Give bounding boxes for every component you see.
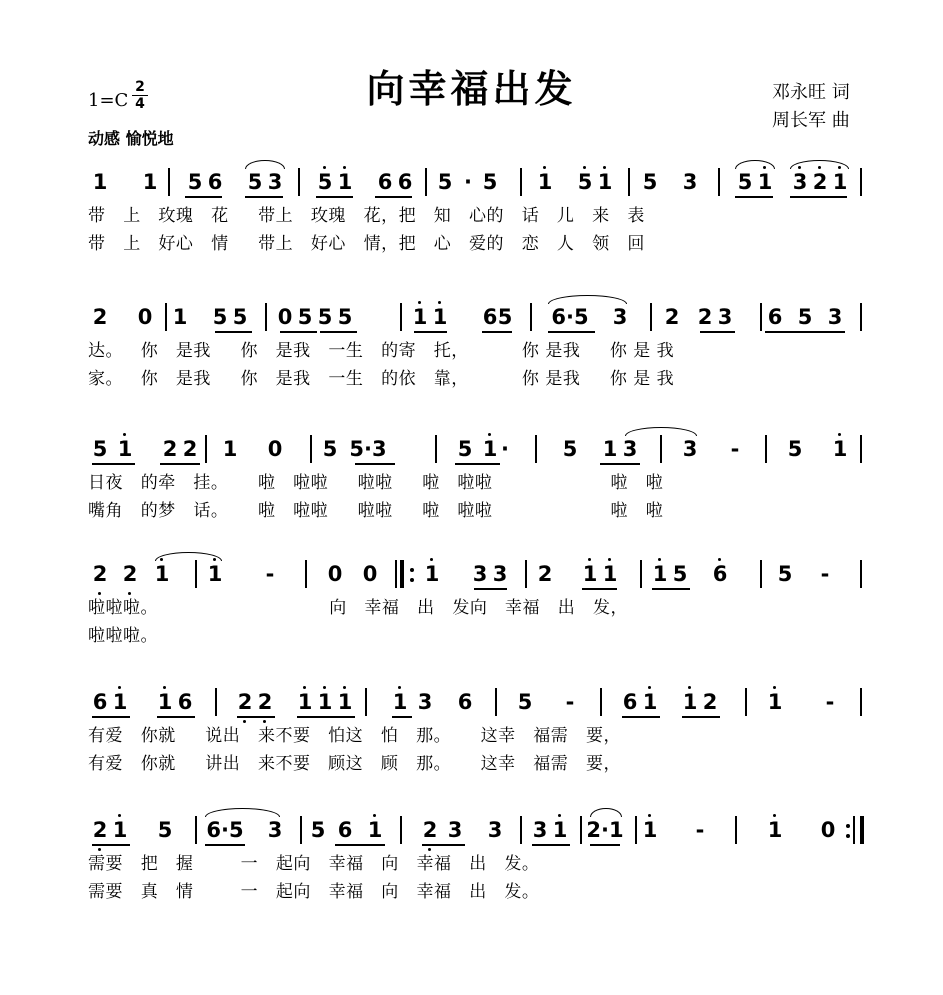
slur bbox=[625, 427, 697, 436]
barline bbox=[195, 816, 197, 844]
repeat-dot bbox=[410, 568, 414, 572]
jianpu-note: 1 bbox=[112, 818, 128, 842]
jianpu-note: 1 bbox=[652, 562, 668, 586]
jianpu-note: · bbox=[464, 170, 472, 194]
jianpu-note: 5 bbox=[777, 562, 793, 586]
barline bbox=[580, 816, 582, 844]
eighth-underline bbox=[790, 196, 847, 198]
eighth-underline bbox=[375, 196, 412, 198]
jianpu-note: 0 bbox=[820, 818, 836, 842]
jianpu-note: 1 bbox=[642, 818, 658, 842]
jianpu-note: 6 bbox=[622, 690, 638, 714]
eighth-underline bbox=[548, 331, 595, 333]
lyricist-credit: 邓永旺 词 bbox=[772, 82, 850, 103]
jianpu-note: - bbox=[565, 690, 575, 714]
octave-dot-high bbox=[418, 301, 421, 304]
eighth-underline bbox=[414, 331, 447, 333]
eighth-underline bbox=[92, 716, 130, 718]
repeat-start-barline bbox=[400, 560, 404, 588]
lyric-verse-1: 日夜 的牵 挂。 啦 啦啦 啦啦 啦 啦啦 啦 啦 bbox=[88, 473, 664, 493]
jianpu-note: 5 bbox=[247, 170, 263, 194]
octave-dot-high bbox=[718, 558, 721, 561]
octave-dot-high bbox=[558, 814, 561, 817]
jianpu-note: - bbox=[695, 818, 705, 842]
eighth-underline bbox=[185, 196, 222, 198]
barline bbox=[165, 303, 167, 331]
slur bbox=[790, 160, 849, 169]
jianpu-note: 2 bbox=[237, 690, 253, 714]
jianpu-note: 0 bbox=[362, 562, 378, 586]
jianpu-note: 1 bbox=[337, 170, 353, 194]
jianpu-note: 1 bbox=[367, 818, 383, 842]
jianpu-note: 3 bbox=[472, 562, 488, 586]
jianpu-note: 2 bbox=[697, 305, 713, 329]
jianpu-note: 2 bbox=[162, 437, 178, 461]
lyric-verse-2: 啦啦啦。 bbox=[88, 626, 158, 646]
octave-dot-high bbox=[648, 686, 651, 689]
jianpu-note: 5 bbox=[517, 690, 533, 714]
jianpu-note: 1 bbox=[642, 690, 658, 714]
score-system bbox=[0, 170, 943, 290]
jianpu-note: 2 bbox=[92, 562, 108, 586]
slur bbox=[548, 295, 627, 304]
eighth-underline bbox=[682, 716, 720, 718]
barline bbox=[860, 816, 864, 844]
lyric-verse-1: 需要 把 握 一 起向 幸福 向 幸福 出 发。 bbox=[88, 854, 540, 874]
jianpu-note: 1 bbox=[92, 170, 108, 194]
jianpu-note: 2 bbox=[812, 170, 828, 194]
jianpu-note: 5 bbox=[212, 305, 228, 329]
octave-dot-high bbox=[323, 166, 326, 169]
barline bbox=[765, 435, 767, 463]
jianpu-note: 1 bbox=[832, 437, 848, 461]
meter-bottom: 4 bbox=[135, 96, 145, 112]
barline bbox=[215, 688, 217, 716]
jianpu-note: 3 bbox=[792, 170, 808, 194]
jianpu-note: 5 bbox=[322, 437, 338, 461]
octave-dot-high bbox=[430, 558, 433, 561]
jianpu-note: 3 bbox=[487, 818, 503, 842]
barline bbox=[860, 303, 862, 331]
lyric-verse-2: 有爱 你就 讲出 来不要 顾这 顾 那。 这幸 福需 要， bbox=[88, 754, 622, 774]
barline bbox=[860, 688, 862, 716]
jianpu-note: · bbox=[501, 437, 509, 461]
jianpu-note: 1 bbox=[552, 818, 568, 842]
jianpu-note: 0 bbox=[277, 305, 293, 329]
jianpu-note: 6·5 bbox=[206, 818, 244, 842]
jianpu-note: 1 bbox=[297, 690, 313, 714]
jianpu-note: 0 bbox=[267, 437, 283, 461]
jianpu-note: 1 bbox=[172, 305, 188, 329]
octave-dot-high bbox=[773, 686, 776, 689]
jianpu-note: 2 bbox=[257, 690, 273, 714]
octave-dot-high bbox=[773, 814, 776, 817]
jianpu-note: 1 bbox=[682, 690, 698, 714]
octave-dot-high bbox=[323, 686, 326, 689]
jianpu-note: 6 bbox=[207, 170, 223, 194]
jianpu-note: - bbox=[730, 437, 740, 461]
jianpu-note: 3 bbox=[682, 170, 698, 194]
eighth-underline bbox=[532, 844, 570, 846]
meter-top: 2 bbox=[135, 79, 145, 95]
eighth-underline bbox=[600, 463, 640, 465]
jianpu-note: 5 bbox=[787, 437, 803, 461]
jianpu-note: 2 bbox=[182, 437, 198, 461]
jianpu-note: 1 bbox=[432, 305, 448, 329]
eighth-underline bbox=[355, 463, 395, 465]
octave-dot-high bbox=[438, 301, 441, 304]
jianpu-note: 5 bbox=[317, 170, 333, 194]
octave-dot-low bbox=[98, 848, 101, 851]
jianpu-note: - bbox=[825, 690, 835, 714]
barline bbox=[265, 303, 267, 331]
eighth-underline bbox=[335, 844, 385, 846]
jianpu-note: 1 bbox=[537, 170, 553, 194]
jianpu-note: 2 bbox=[422, 818, 438, 842]
jianpu-note: 6 bbox=[397, 170, 413, 194]
octave-dot-high bbox=[398, 686, 401, 689]
octave-dot-high bbox=[373, 814, 376, 817]
jianpu-note: 1 bbox=[112, 690, 128, 714]
repeat-end-barline bbox=[853, 816, 855, 844]
eighth-underline bbox=[237, 716, 275, 718]
barline bbox=[300, 816, 302, 844]
eighth-underline bbox=[700, 331, 735, 333]
eighth-underline bbox=[455, 463, 500, 465]
jianpu-note: 5 bbox=[187, 170, 203, 194]
jianpu-note: 1 bbox=[157, 690, 173, 714]
eighth-underline bbox=[422, 844, 465, 846]
octave-dot-high bbox=[603, 166, 606, 169]
jianpu-note: 5 bbox=[297, 305, 313, 329]
barline bbox=[305, 560, 307, 588]
jianpu-note: 5 bbox=[577, 170, 593, 194]
octave-dot-low bbox=[428, 848, 431, 851]
jianpu-note: 2·1 bbox=[586, 818, 624, 842]
barline bbox=[860, 168, 862, 196]
eighth-underline bbox=[297, 716, 355, 718]
jianpu-note: 3 bbox=[717, 305, 733, 329]
barline bbox=[520, 168, 522, 196]
jianpu-note: 1 bbox=[337, 690, 353, 714]
octave-dot-high bbox=[343, 686, 346, 689]
jianpu-note: 0 bbox=[137, 305, 153, 329]
jianpu-note: 3 bbox=[267, 170, 283, 194]
barline bbox=[745, 688, 747, 716]
octave-dot-high bbox=[343, 166, 346, 169]
jianpu-note: 6 bbox=[482, 305, 498, 329]
jianpu-note: 6 bbox=[92, 690, 108, 714]
barline bbox=[168, 168, 170, 196]
jianpu-note: 5·3 bbox=[349, 437, 387, 461]
octave-dot-high bbox=[688, 686, 691, 689]
eighth-underline bbox=[652, 588, 690, 590]
jianpu-note: 1 bbox=[392, 690, 408, 714]
barline bbox=[600, 688, 602, 716]
tempo-marking: 动感 愉悦地 bbox=[88, 129, 174, 148]
octave-dot-high bbox=[118, 814, 121, 817]
jianpu-note: 1 bbox=[154, 562, 170, 586]
key-signature: 1=C bbox=[88, 90, 129, 111]
jianpu-note: 5 bbox=[797, 305, 813, 329]
jianpu-note: 6 bbox=[377, 170, 393, 194]
barline bbox=[640, 560, 642, 588]
barline bbox=[718, 168, 720, 196]
barline bbox=[535, 435, 537, 463]
slur bbox=[735, 160, 775, 169]
jianpu-note: 1 bbox=[117, 437, 133, 461]
lyric-verse-1: 带 上 玫瑰 花 带上 玫瑰 花，把 知 心的 话 儿 来 表 bbox=[88, 206, 645, 226]
barline bbox=[660, 435, 662, 463]
octave-dot-high bbox=[123, 433, 126, 436]
octave-dot-low bbox=[263, 720, 266, 723]
barline bbox=[760, 560, 762, 588]
slur bbox=[245, 160, 285, 169]
jianpu-note: 6 bbox=[177, 690, 193, 714]
eighth-underline bbox=[474, 588, 507, 590]
barline bbox=[530, 303, 532, 331]
octave-dot-high bbox=[648, 814, 651, 817]
score-system bbox=[0, 818, 943, 938]
eighth-underline bbox=[590, 844, 620, 846]
octave-dot-high bbox=[658, 558, 661, 561]
jianpu-note: 6 bbox=[712, 562, 728, 586]
jianpu-note: 6·5 bbox=[551, 305, 589, 329]
octave-dot-high bbox=[303, 686, 306, 689]
barline bbox=[495, 688, 497, 716]
jianpu-note: - bbox=[265, 562, 275, 586]
jianpu-note: 3 bbox=[682, 437, 698, 461]
jianpu-note: 3 bbox=[622, 437, 638, 461]
octave-dot-high bbox=[543, 166, 546, 169]
barline bbox=[400, 816, 402, 844]
repeat-dot bbox=[846, 824, 850, 828]
barline bbox=[395, 560, 397, 588]
jianpu-note: 1 bbox=[832, 170, 848, 194]
eighth-underline bbox=[92, 463, 135, 465]
jianpu-note: 1 bbox=[597, 170, 613, 194]
score-system bbox=[0, 305, 943, 425]
barline bbox=[860, 560, 862, 588]
jianpu-note: 1 bbox=[757, 170, 773, 194]
jianpu-note: 1 bbox=[602, 437, 618, 461]
lyric-verse-2: 带 上 好心 情 带上 好心 情，把 心 爱的 恋 人 领 回 bbox=[88, 234, 645, 254]
jianpu-note: 5 bbox=[317, 305, 333, 329]
eighth-underline bbox=[157, 716, 195, 718]
barline bbox=[760, 303, 762, 331]
octave-dot-low bbox=[128, 592, 131, 595]
eighth-underline bbox=[320, 331, 357, 333]
octave-dot-high bbox=[588, 558, 591, 561]
jianpu-note: 3 bbox=[417, 690, 433, 714]
jianpu-note: 5 bbox=[337, 305, 353, 329]
jianpu-note: 5 bbox=[562, 437, 578, 461]
repeat-dot bbox=[410, 578, 414, 582]
eighth-underline bbox=[245, 196, 283, 198]
octave-dot-high bbox=[838, 433, 841, 436]
jianpu-note: 3 bbox=[532, 818, 548, 842]
jianpu-note: 1 bbox=[482, 437, 498, 461]
eighth-underline bbox=[316, 196, 353, 198]
jianpu-note: 1 bbox=[222, 437, 238, 461]
jianpu-note: 6 bbox=[767, 305, 783, 329]
barline bbox=[520, 816, 522, 844]
eighth-underline bbox=[482, 331, 512, 333]
barline bbox=[298, 168, 300, 196]
lyric-verse-1: 有爱 你就 说出 来不要 怕这 怕 那。 这幸 福需 要， bbox=[88, 726, 622, 746]
lyric-verse-2: 需要 真 情 一 起向 幸福 向 幸福 出 发。 bbox=[88, 882, 540, 902]
jianpu-note: 5 bbox=[92, 437, 108, 461]
lyric-verse-1: 达。 你 是我 你 是我 一生 的寄 托， 你 是我 你 是 我 bbox=[88, 341, 675, 361]
eighth-underline bbox=[280, 331, 317, 333]
repeat-dot bbox=[846, 834, 850, 838]
jianpu-note: 2 bbox=[702, 690, 718, 714]
barline bbox=[400, 303, 402, 331]
barline bbox=[735, 816, 737, 844]
jianpu-note: 1 bbox=[767, 818, 783, 842]
octave-dot-low bbox=[98, 592, 101, 595]
eighth-underline bbox=[765, 331, 845, 333]
eighth-underline bbox=[622, 716, 660, 718]
lyric-verse-1: 啦啦啦。 向 幸福 出 发向 幸福 出 发， bbox=[88, 598, 628, 618]
jianpu-note: 5 bbox=[672, 562, 688, 586]
jianpu-note: 1 bbox=[582, 562, 598, 586]
barline bbox=[205, 435, 207, 463]
eighth-underline bbox=[205, 844, 245, 846]
jianpu-note: 6 bbox=[337, 818, 353, 842]
lyric-verse-2: 嘴角 的梦 话。 啦 啦啦 啦啦 啦 啦啦 啦 啦 bbox=[88, 501, 664, 521]
jianpu-note: 5 bbox=[232, 305, 248, 329]
jianpu-note: 5 bbox=[157, 818, 173, 842]
barline bbox=[195, 560, 197, 588]
octave-dot-high bbox=[118, 686, 121, 689]
jianpu-note: 3 bbox=[827, 305, 843, 329]
jianpu-note: 5 bbox=[642, 170, 658, 194]
barline bbox=[525, 560, 527, 588]
jianpu-note: 1 bbox=[602, 562, 618, 586]
jianpu-note: 1 bbox=[767, 690, 783, 714]
jianpu-note: 1 bbox=[207, 562, 223, 586]
barline bbox=[365, 688, 367, 716]
eighth-underline bbox=[392, 716, 412, 718]
jianpu-note: 5 bbox=[497, 305, 513, 329]
eighth-underline bbox=[92, 844, 130, 846]
jianpu-note: 2 bbox=[537, 562, 553, 586]
jianpu-note: 3 bbox=[447, 818, 463, 842]
jianpu-note: 2 bbox=[122, 562, 138, 586]
barline bbox=[635, 816, 637, 844]
jianpu-note: 2 bbox=[664, 305, 680, 329]
jianpu-note: 2 bbox=[92, 305, 108, 329]
octave-dot-high bbox=[488, 433, 491, 436]
barline bbox=[425, 168, 427, 196]
eighth-underline bbox=[582, 588, 617, 590]
jianpu-note: 5 bbox=[737, 170, 753, 194]
octave-dot-high bbox=[583, 166, 586, 169]
barline bbox=[860, 435, 862, 463]
score-system bbox=[0, 690, 943, 810]
eighth-underline bbox=[215, 331, 252, 333]
octave-dot-high bbox=[163, 686, 166, 689]
octave-dot-high bbox=[608, 558, 611, 561]
jianpu-note: 1 bbox=[424, 562, 440, 586]
jianpu-note: 5 bbox=[310, 818, 326, 842]
jianpu-note: 2 bbox=[92, 818, 108, 842]
jianpu-note: 3 bbox=[612, 305, 628, 329]
score-system bbox=[0, 437, 943, 557]
barline bbox=[628, 168, 630, 196]
composer-credit: 周长军 曲 bbox=[772, 110, 850, 131]
jianpu-note: 0 bbox=[327, 562, 343, 586]
eighth-underline bbox=[160, 463, 200, 465]
lyric-verse-2: 家。 你 是我 你 是我 一生 的依 靠， 你 是我 你 是 我 bbox=[88, 369, 675, 389]
time-signature bbox=[132, 80, 148, 111]
jianpu-note: - bbox=[820, 562, 830, 586]
barline bbox=[650, 303, 652, 331]
jianpu-note: 5 bbox=[437, 170, 453, 194]
jianpu-note: 6 bbox=[457, 690, 473, 714]
octave-dot-low bbox=[243, 720, 246, 723]
jianpu-note: 5 bbox=[482, 170, 498, 194]
barline bbox=[435, 435, 437, 463]
barline bbox=[310, 435, 312, 463]
jianpu-note: 3 bbox=[492, 562, 508, 586]
song-title: 向幸福出发 bbox=[366, 67, 577, 111]
jianpu-note: 1 bbox=[317, 690, 333, 714]
jianpu-note: 5 bbox=[457, 437, 473, 461]
jianpu-note: 3 bbox=[267, 818, 283, 842]
eighth-underline bbox=[735, 196, 773, 198]
jianpu-note: 1 bbox=[142, 170, 158, 194]
jianpu-note: 1 bbox=[412, 305, 428, 329]
score-system bbox=[0, 562, 943, 682]
